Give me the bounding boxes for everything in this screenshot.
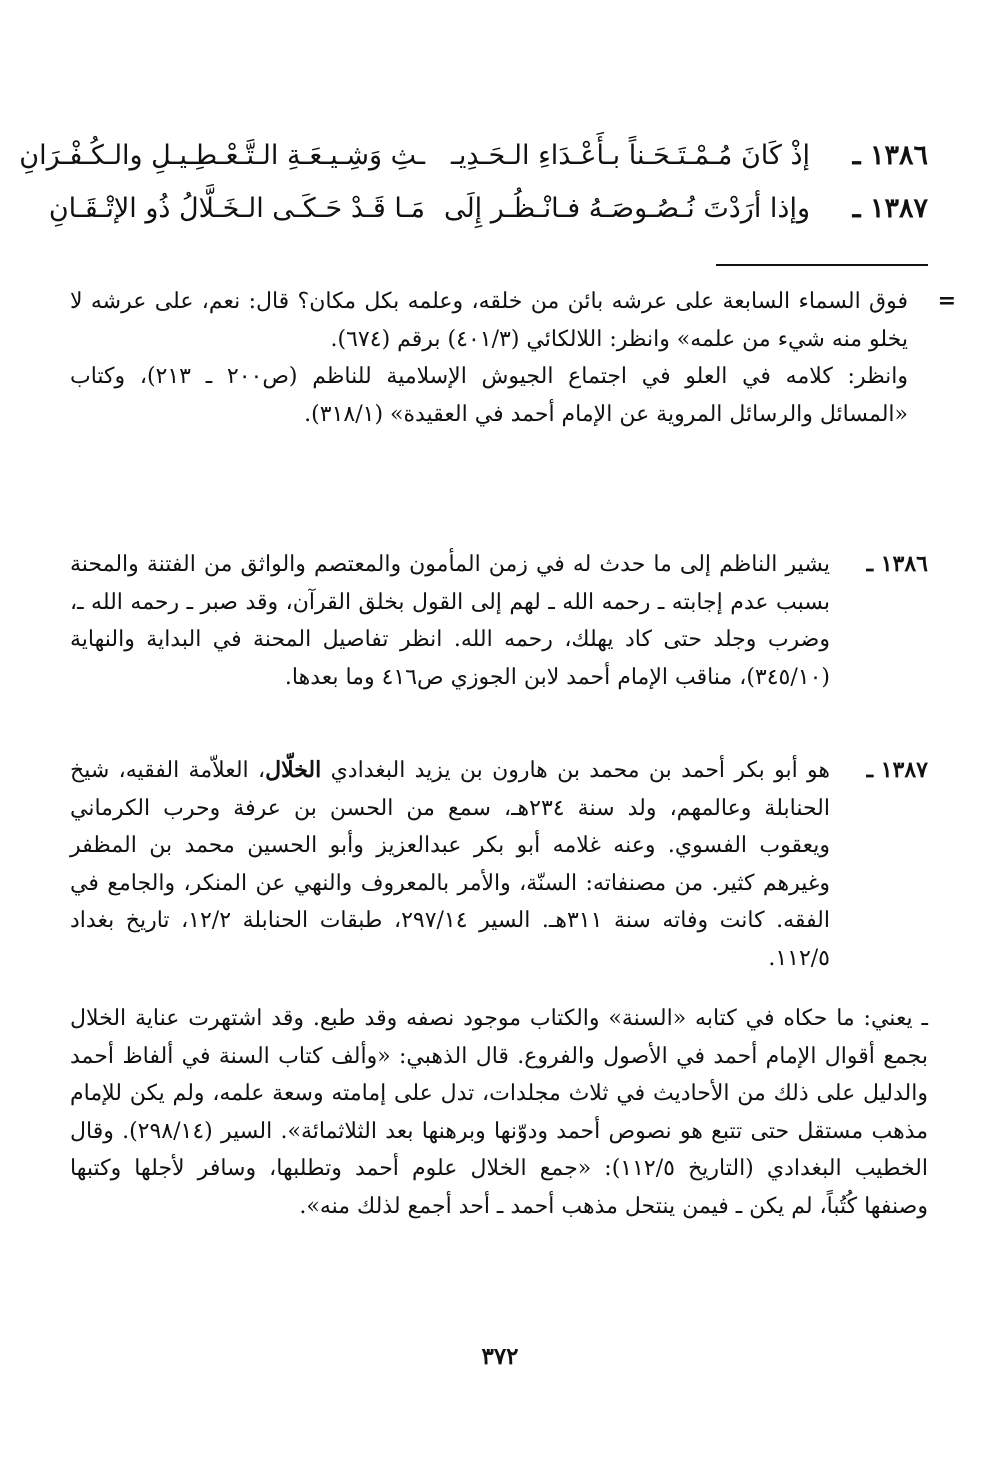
verse-first-hemistich: إذْ كَانَ مُـمْـتَـحَـناً بـأَعْـدَاءِ الـحَـدِيـ — [450, 140, 810, 171]
footnote-intro: هو أبو بكر أحمد بن محمد بن هارون بن يزيد البغدادي — [330, 758, 830, 783]
bold-name: الخلّال — [265, 757, 322, 783]
footnote-paragraph: ـ يعني: ما حكاه في كتابه «السنة» والكتاب موجود نصفه وقد طبع. وقد اشتهرت عناية الخلال بجمع أقوال الإمام أحمد في الأصول والفروع. قال الذهبي: «وألف كتاب السنة في ألفاظ أحمد والدليل على ذلك من الأحاديث في ثلاث مجلدات، تدل على إمامته وسعة علمه، ولم يكن للإمام مذهب مستقل حتى تتبع هو نصوص أحمد ودوّنها وبرهنها بعد الثلاثمائة». السير (٢٩٨/١٤). وقال الخطيب البغدادي (التاريخ ١١٢/٥): «جمع الخلال علوم أحمد وتطلبها، وسافر لأجلها وكتبها وصنفها كُتُباً، لم يكن ـ فيمن ينتحل مذهب أحمد ـ أحد أجمع لذلك منه». — [70, 1006, 928, 1219]
continuation-marker: = — [937, 288, 956, 314]
verse-second-hemistich: مَـا قَـدْ حَـكَـى الـخَـلَّالُ ذُو الإتْـقَـانِ — [48, 193, 425, 224]
verse-1386 — [19, 133, 928, 179]
footnote-number: ١٣٨٧ ـ — [866, 757, 928, 783]
verse-number: ١٣٨٧ ـ — [852, 193, 928, 224]
verse-1387 — [48, 186, 928, 232]
verse-number: ١٣٨٦ ـ — [852, 140, 928, 171]
footnote-separator — [716, 264, 928, 266]
footnote-1386 — [70, 546, 928, 696]
footnote-paragraph: وانظر: كلامه في العلو في اجتماع الجيوش الإسلامية للناظم (ص٢٠٠ ـ ٢١٣)، وكتاب «المسائل والرسائل المروية عن الإمام أحمد في العقيدة» (٣١٨/١). — [70, 364, 909, 427]
footnote-paragraph: فوق السماء السابعة على عرشه بائن من خلقه، وعلمه بكل مكان؟ قال: نعم، على عرشه لا يخلو منه شيء من علمه» وانظر: اللالكائي (٤٠١/٣) برقم (٦٧٤). — [70, 289, 908, 352]
verse-first-hemistich: وإذا أرَدْتَ نُـصُـوصَـهُ فـانْـظُـر إِلَى — [443, 193, 810, 224]
footnote-paragraph: يشير الناظم إلى ما حدث له في زمن المأمون والمعتصم والواثق من الفتنة والمحنة بسبب عدم إجابته ـ رحمه الله ـ لهم إلى القول بخلق القرآن، وقد صبر ـ رحمه الله ـ، وضرب وجلد حتى كاد يهلك، رحمه الله. انظر تفاصيل المحنة في البداية والنهاية (٣٤٥/١٠)، مناقب الإمام أحمد لابن الجوزي ص٤١٦ وما بعدها. — [70, 552, 830, 690]
verse-second-hemistich: ـثِ وَشِـيـعَـةِ الـتَّـعْـطِـيـلِ والـكُـفْـرَانِ — [19, 140, 425, 171]
footnote-followup — [70, 1000, 928, 1225]
footnote-rest: ، العلاّمة الفقيه، شيخ الحنابلة وعالمهم، ولد سنة ٢٣٤هـ، سمع من الحسن بن عرفة وحرب الكرماني ويعقوب الفسوي. وعنه غلامه أبو بكر عبدالعزيز وأبو الحسين محمد بن المظفر وغيرهم كثير. من مصنفاته: السنّة، والأمر بالمعروف والنهي عن المنكر، والجامع في الفقه. كانت وفاته سنة ٣١١هـ. السير ٢٩٧/١٤، طبقات الحنابلة ١٢/٢، تاريخ بغداد ١١٢/٥. — [70, 758, 830, 971]
footnote-1387 — [70, 752, 928, 977]
page-number: ٣٧٢ — [481, 1343, 519, 1370]
footnote-number: ١٣٨٦ ـ — [866, 551, 928, 577]
footnote-paragraph — [70, 752, 928, 977]
footnote-continuation — [70, 283, 956, 433]
